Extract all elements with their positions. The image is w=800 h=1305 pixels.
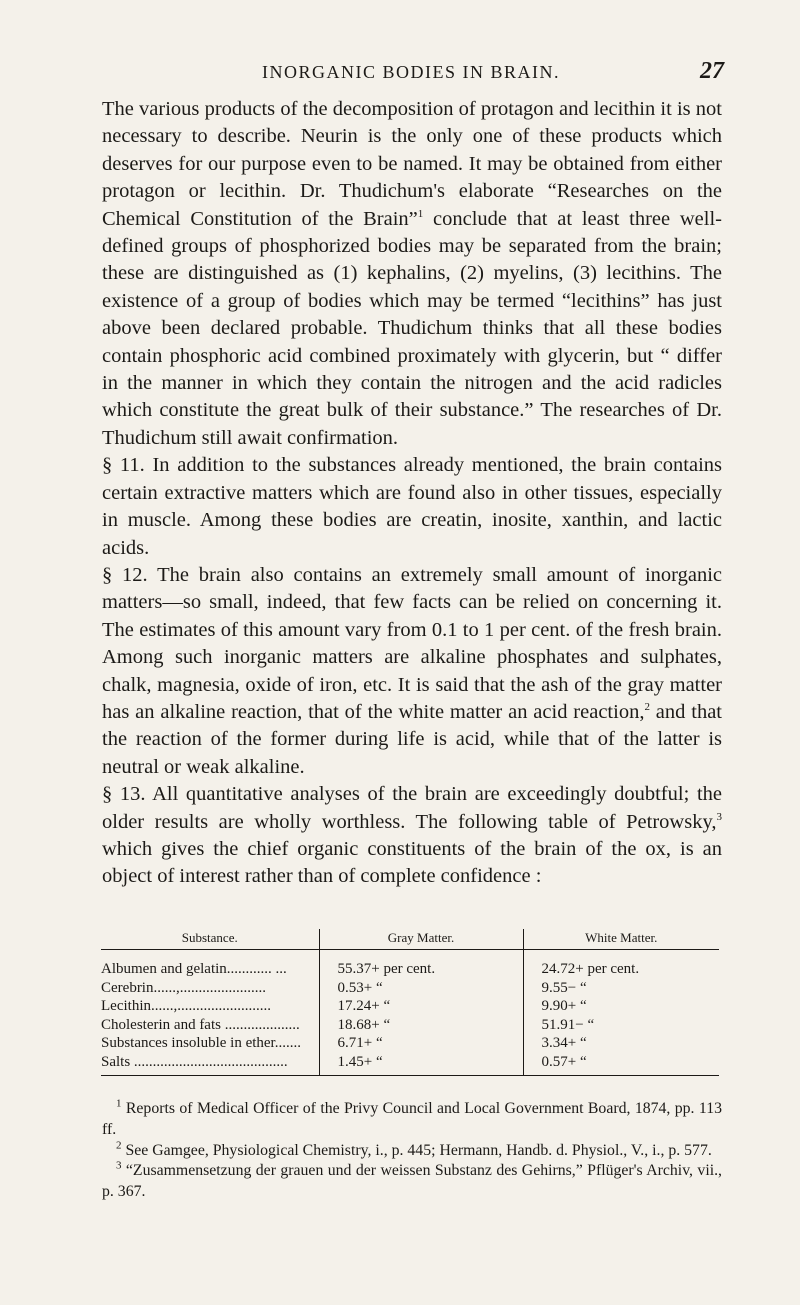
table-row: [101, 979, 719, 998]
table-row: [101, 1034, 719, 1053]
table-row: [101, 1053, 719, 1076]
body-text: [102, 96, 722, 891]
footnote-mark: 3: [116, 1160, 122, 1173]
table-cell: Lecithin......,.........................: [101, 998, 271, 1014]
table-cell: Cholesterin and fats ....................: [101, 1016, 300, 1033]
footnote: [102, 1099, 722, 1141]
footnote-mark: 2: [116, 1139, 122, 1152]
paragraph-section-12: [102, 562, 722, 781]
table-cell: 3.34+ “: [523, 1034, 719, 1053]
table-cell: 6.71+ “: [319, 1034, 523, 1053]
paragraph-section-11: § 11. In addition to the substances already mentioned, the brain contains certain extractive matters which are found also in other tissues, especially in muscle. Among these bodies are creatin, inosite, xanthin, and lactic acids.: [102, 454, 722, 559]
table-cell: 55.37+ per cent.: [319, 950, 523, 979]
table-cell: Cerebrin......,.......................: [101, 979, 266, 996]
table-header: Gray Matter.: [319, 929, 523, 950]
footnote-ref: 3: [716, 810, 722, 823]
footnote-ref: 1: [417, 207, 424, 220]
footnote-text: “Zusammensetzung der grauen und der weissen Substanz des Gehirns,” Pflüger's Archiv, vii., p. 367.: [102, 1162, 722, 1201]
table-cell: Substances insoluble in ether.......: [101, 1035, 301, 1051]
footnotes: [102, 1099, 722, 1203]
table-row: [101, 1016, 719, 1035]
composition-table: [101, 929, 719, 1076]
table-cell: 51.91− “: [523, 1016, 719, 1035]
running-header: [98, 58, 724, 90]
paragraph: [102, 96, 722, 452]
paragraph-text: § 12. The brain also contains an extremely small amount of inorganic matters—so small, indeed, that few facts can be relied on concerning it. The estimates of this amount vary from 0.1 to 1 per cent. of the fresh brain. Among such inorganic matters are alkaline phosphates and sulphates, chalk, magnesia, oxide of iron, etc. It is said that the ash of the gray matter has an alkaline reaction, that of the white matter an acid reaction,: [102, 563, 722, 723]
table-cell: 0.53+ “: [319, 979, 523, 998]
paragraph-text: which gives the chief organic constituents of the brain of the ox, is an object of interest rather than of complete confidence :: [102, 837, 722, 888]
table-cell: 9.90+ “: [523, 997, 719, 1016]
table-cell: 9.55− “: [523, 979, 719, 998]
table-header: Substance.: [101, 929, 319, 950]
footnote: [102, 1141, 722, 1162]
paragraph-text: The various products of the decomposition of protagon and lecithin it is not necessary to describe. Neurin is the only one of these products which deserves for our purpose even to be named. It may be obtained from either protagon or lecithin. Dr. Thudichum's elaborate “Researches on the Chemical Constitution of the Brain”: [102, 98, 722, 230]
footnote-mark: 1: [116, 1097, 122, 1110]
table-cell: Salts .........................................: [101, 1053, 288, 1070]
table-cell: Albumen and gelatin............ ...: [101, 961, 287, 977]
table-cell: 0.57+ “: [523, 1053, 719, 1076]
footnote-ref: 2: [644, 701, 650, 714]
paragraph-text: § 13. All quantitative analyses of the brain are exceedingly doubtful; the older results are wholly worthless. The following table of Petrowsky,: [102, 783, 722, 833]
table-row: [101, 950, 719, 979]
table-row: [101, 997, 719, 1016]
page-number: 27: [700, 58, 724, 84]
table-header: White Matter.: [523, 929, 719, 950]
table-cell: 18.68+ “: [319, 1016, 523, 1035]
table-cell: 24.72+ per cent.: [523, 950, 719, 979]
running-title: INORGANIC BODIES IN BRAIN.: [262, 62, 560, 82]
paragraph-section-13: [102, 781, 722, 891]
table-cell: 1.45+ “: [319, 1053, 523, 1076]
footnote-text: Reports of Medical Officer of the Privy Council and Local Government Board, 1874, pp. 113 ff.: [102, 1100, 722, 1138]
footnote-text: See Gamgee, Physiological Chemistry, i., p. 445; Hermann, Handb. d. Physiol., V., i., p. 577.: [121, 1141, 712, 1159]
table-cell: 17.24+ “: [319, 997, 523, 1016]
paragraph-text: conclude that at least three well-defined groups of phosphorized bodies may be separated from the brain; these are distinguished as (1) kephalins, (2) myelins, (3) lecithins. The existence of a group of bodies which may be termed “lecithins” has just above been declared probable. Thudichum thinks that all these bodies contain phosphoric acid combined proximately with glycerin, but “ differ in the manner in which they contain the nitrogen and the acid radicles which constitute the great bulk of their substance.” The researches of Dr. Thudichum still await confirmation.: [102, 207, 722, 449]
paragraph-text: and that the reaction of the former during life is acid, while that of the latter is neutral or weak alkaline.: [102, 700, 722, 778]
footnote: [102, 1161, 722, 1203]
